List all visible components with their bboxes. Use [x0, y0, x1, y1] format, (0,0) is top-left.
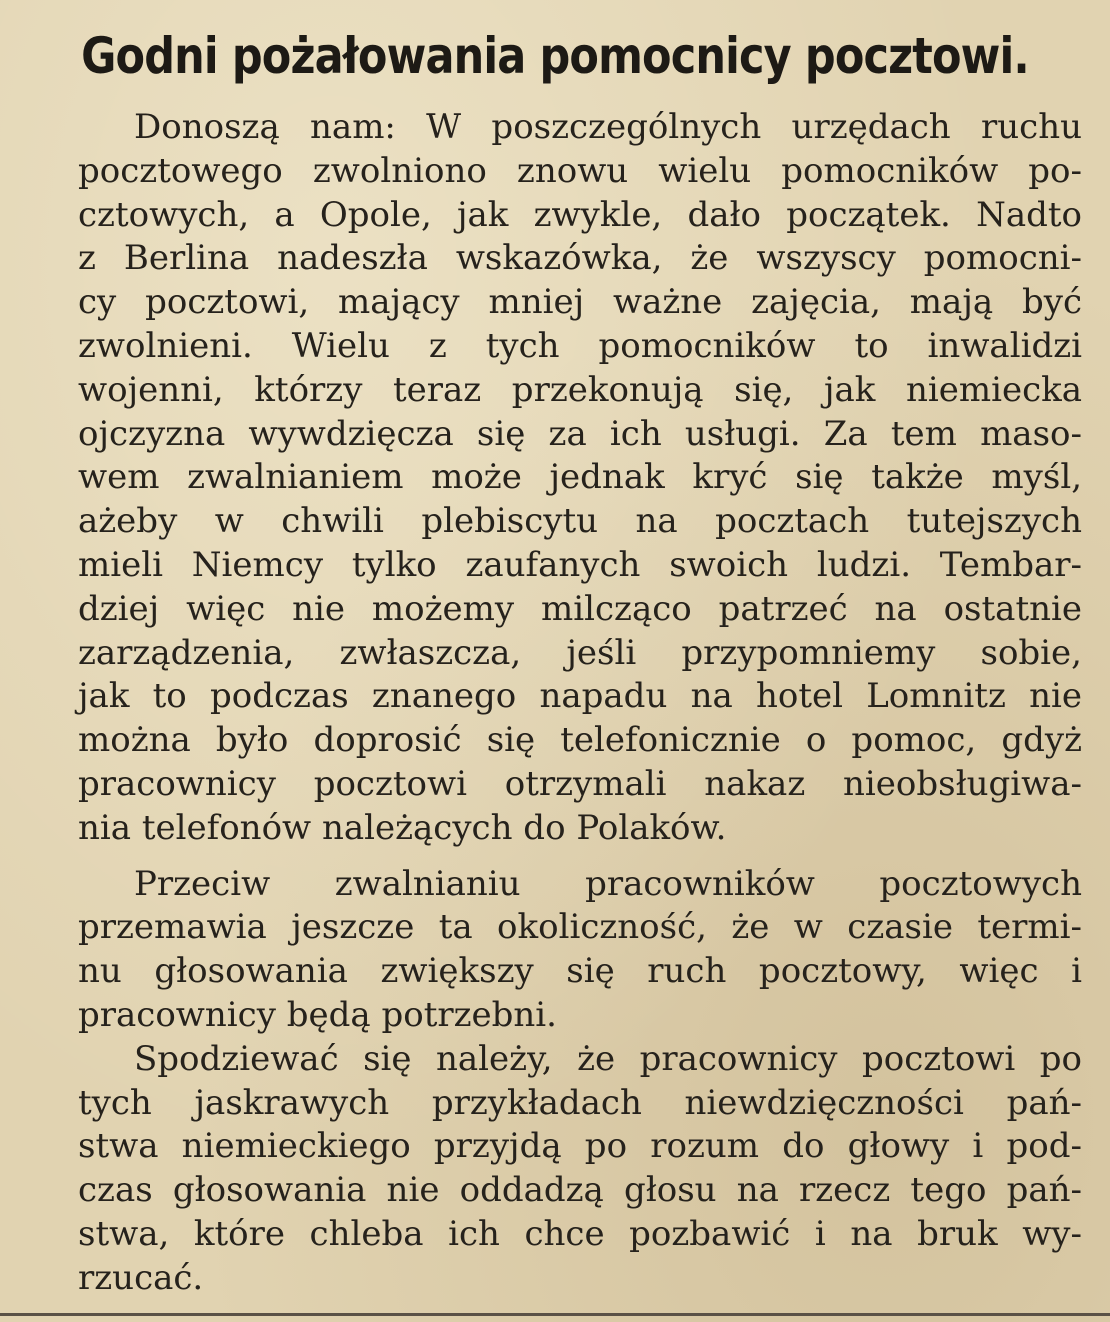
- text-line: przemawia jeszcze ta okoliczność, że w czasie termi-: [78, 907, 1082, 948]
- text-line: nu głosowania zwiększy się ruch pocztowy, więc i: [78, 951, 1082, 992]
- text-line: pracownicy będą potrzebni.: [78, 994, 557, 1035]
- text-line: zarządzenia, zwłaszcza, jeśli przypomniemy sobie,: [78, 632, 1082, 673]
- article-headline: Godni pożałowania pomocnicy pocztowi.: [81, 27, 1029, 85]
- bottom-rule: [0, 1313, 1110, 1316]
- text-line: cztowych, a Opole, jak zwykle, dało początek. Nadto: [78, 194, 1082, 235]
- paragraph-3: [22, 1038, 1082, 1301]
- text-line: wojenni, którzy teraz przekonują się, jak niemiecka: [78, 369, 1082, 410]
- text-line: ażeby w chwili plebiscytu na pocztach tutejszych: [78, 501, 1082, 542]
- text-line: pocztowego zwolniono znowu wielu pomocników po-: [78, 150, 1082, 191]
- text-line: cy pocztowi, mający mniej ważne zajęcia, mają być: [78, 282, 1082, 323]
- text-line: pracownicy pocztowi otrzymali nakaz nieobsługiwa-: [78, 763, 1082, 804]
- text-line: stwa, które chleba ich chce pozbawić i na bruk wy-: [78, 1213, 1082, 1254]
- text-line: Donoszą nam: W poszczególnych urzędach ruchu: [134, 107, 1082, 147]
- text-line: dziej więc nie możemy milcząco patrzeć na ostatnie: [78, 588, 1082, 629]
- article-body: [22, 106, 1082, 1301]
- text-line: tych jaskrawych przykładach niewdzięczności pań-: [78, 1082, 1082, 1123]
- text-line: ojczyzna wywdzięcza się za ich usługi. Za tem maso-: [78, 413, 1082, 454]
- text-line: stwa niemieckiego przyjdą po rozum do głowy i pod-: [78, 1126, 1082, 1167]
- text-line: Spodziewać się należy, że pracownicy pocztowi po: [134, 1038, 1082, 1079]
- text-line: można było doprosić się telefonicznie o pomoc, gdyż: [78, 720, 1082, 761]
- text-line: rzucać.: [78, 1257, 204, 1298]
- text-line: mieli Niemcy tylko zaufanych swoich ludzi. Tembar-: [78, 544, 1082, 585]
- text-line: z Berlina nadeszła wskazówka, że wszyscy pomocni-: [78, 238, 1082, 279]
- text-line: Przeciw zwalnianiu pracowników pocztowych: [134, 863, 1082, 904]
- text-line: zwolnieni. Wielu z tych pomocników to inwalidzi: [78, 325, 1082, 366]
- paragraph-1: [22, 106, 1082, 851]
- paragraph-2: [22, 863, 1082, 1038]
- text-line: nia telefonów należących do Polaków.: [78, 807, 727, 848]
- text-line: jak to podczas znanego napadu na hotel Lomnitz nie: [78, 676, 1082, 717]
- text-line: wem zwalnianiem może jednak kryć się także myśl,: [78, 457, 1082, 498]
- text-line: czas głosowania nie oddadzą głosu na rzecz tego pań-: [78, 1170, 1082, 1211]
